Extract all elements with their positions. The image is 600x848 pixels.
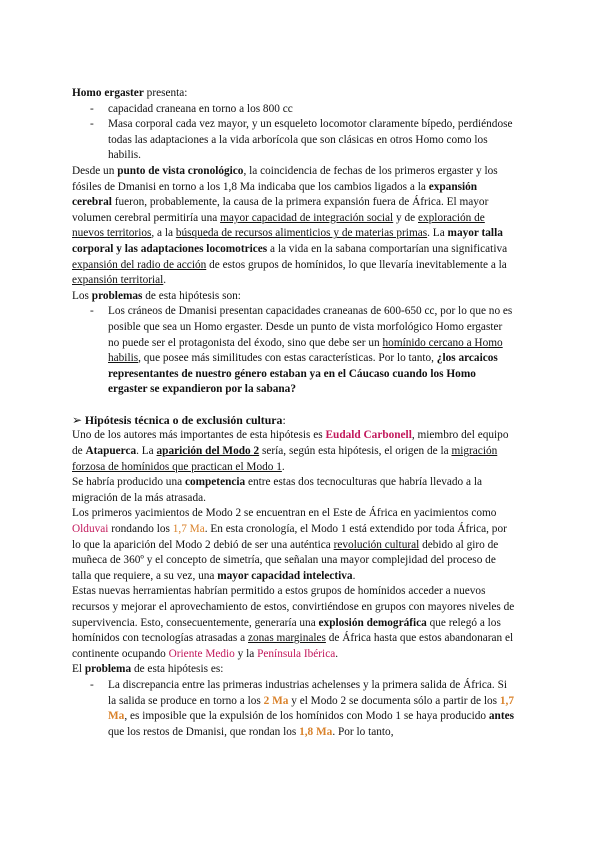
problem-intro: El problema de esta hipótesis es: [72,663,224,676]
problems-intro: Los problemas de esta hipótesis son: [72,289,241,302]
mode2-paragraph: Los primeros yacimientos de Modo 2 se encuentran en el Este de África en yacimientos como Olduvai rondando los 1,7 Ma. En esta cronología, el Modo 1 está extendido por toda África, por lo que la aparición del Modo 2 debió de ser una auténtica revolución cultural debido al giro de muñeca de 360º y el concepto de simetría, que señalan una mayor complejidad del proceso de talla que requiere, a su vez, una mayor capacidad intelectiva. [72,507,507,582]
document-page [72,86,516,740]
arrow-bullet-icon: ➢ [72,412,82,427]
list-item: - La discrepancia entre las primeras industrias achelenses y la primera salida de África. Si la salida se produce en torno a los 2 Ma y el Modo 2 se documenta sólo a partir de los 1,7 Ma, es imposible que la expulsión de los homínidos con Modo 1 se haya producido antes que los restos de Dmanisi, que rondan los 1,8 Ma. Por lo tanto, [72,678,516,740]
carbonell-paragraph: Uno de los autores más importantes de esta hipótesis es Eudald Carbonell, miembro del equipo de Atapuerca. La aparición del Modo 2 sería, según esta hipótesis, el origen de la migración forzosa de homínidos que practican el Modo 1. [72,429,509,473]
section-heading: ➢ Hipótesis técnica o de exclusión cultura: [72,412,286,427]
section1-intro: Homo ergaster presenta: [72,87,188,99]
list-item: - capacidad craneana en torno a los 800 cc [72,102,516,118]
problem-list [72,678,516,740]
demographic-paragraph: Estas nuevas herramientas habrían permitido a estos grupos de homínidos acceder a nuevos recursos y mejorar el aprovechamiento de estos, convirtiéndose en grupos con mayores niveles de supervivencia. Esto, consecuentemente, generaría una explosión demográfica que relegó a los homínidos con tecnologías atrasadas a zonas marginales de África hasta que estos abandonaran el continente ocupando Oriente Medio y la Península Ibérica. [72,585,515,660]
traits-list [72,102,516,164]
chronology-paragraph: Desde un punto de vista cronológico, la coincidencia de fechas de los primeros ergaster y los fósiles de Dmanisi en torno a los 1,8 Ma indicaba que los cambios ligados a la expansión cerebral fueron, probablemente, la causa de la primera expansión fuera de África. El mayor volumen cerebral permitiría una mayor capacidad de integración social y de exploración de nuevos territorios, a la búsqueda de recursos alimenticios y de materias primas. La mayor talla corporal y las adaptaciones locomotrices a la vida en la sabana comportarían una significativa expansión del radio de acción de estos grupos de homínidos, lo que llevaría inevitablemente a la expansión territorial. [72,164,508,287]
list-item: - Los cráneos de Dmanisi presentan capacidades craneanas de 600-650 cc, por lo que no es posible que sea un Homo ergaster. Desde un punto de vista morfológico Homo ergaster no puede ser el protagonista del éxodo, sino que debe ser un homínido cercano a Homo habilis, que posee más similitudes con estas características. Por lo tanto, ¿los arcaicos representantes de nuestro género estaban ya en el Cáucaso cuando los Homo ergaster se expandieron por la sabana? [72,304,516,398]
author-name: Eudald Carbonell [325,429,412,442]
problems-list [72,304,516,398]
species-name: Homo ergaster [72,87,144,99]
list-item: - Masa corporal cada vez mayor, y un esqueleto locomotor claramente bípedo, perdiéndose todas las adaptaciones a la vida arborícola que son clásicas en otros Homo como los habilis. [72,117,516,164]
competition-paragraph: Se habría producido una competencia entre estas dos tecnoculturas que habría llevado a la migración de la más atrasada. [72,476,482,504]
